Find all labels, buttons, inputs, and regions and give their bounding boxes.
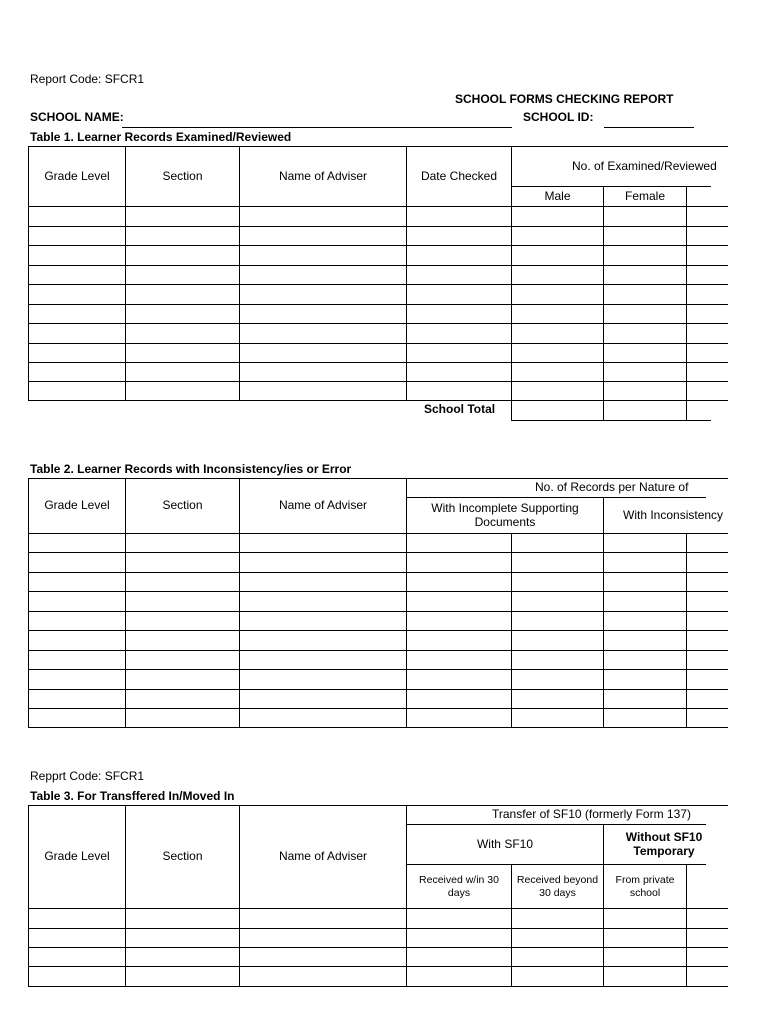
school-id-label: SCHOOL ID:	[523, 110, 594, 124]
t2-header-grade-level: Grade Level	[44, 498, 110, 513]
t1-header-male: Male	[544, 188, 571, 203]
t1-header-adviser: Name of Adviser	[278, 168, 368, 183]
t3-header-adviser: Name of Adviser	[278, 849, 368, 864]
t1-header-grade-level: Grade Level	[44, 168, 110, 183]
t2-header-incomplete: With Incomplete Supporting Documents	[431, 500, 579, 529]
t3-header-grade-level: Grade Level	[44, 849, 110, 864]
school-name-label: SCHOOL NAME:	[30, 110, 124, 124]
t3-header-transfer-group: Transfer of SF10 (formerly Form 137)	[492, 807, 691, 821]
table3-report-code: Repprt Code: SFCR1	[30, 769, 145, 783]
t1-header-date-checked: Date Checked	[420, 168, 498, 183]
table3-caption: Table 3. For Transffered In/Moved In	[30, 789, 235, 803]
school-id-field[interactable]	[604, 127, 694, 128]
school-name-field[interactable]	[122, 127, 512, 128]
report-code: Report Code: SFCR1	[30, 72, 145, 86]
t2-header-adviser: Name of Adviser	[278, 498, 368, 513]
table2-caption: Table 2. Learner Records with Inconsistency/ies or Error	[30, 462, 352, 476]
t3-header-section: Section	[162, 849, 203, 864]
t3-header-with-sf10: With SF10	[476, 836, 533, 851]
t2-header-inconsistency: With Inconsistency	[623, 508, 724, 522]
t2-header-section: Section	[162, 498, 203, 513]
t3-header-received-beyond: Received beyond 30 days	[516, 874, 599, 899]
t3-header-private-school: From private school	[615, 874, 675, 899]
t1-header-female: Female	[624, 188, 665, 203]
t1-header-examined-group: No. of Examined/Reviewed	[572, 159, 717, 173]
t1-header-section: Section	[162, 168, 203, 183]
t2-header-records-group: No. of Records per Nature of	[535, 480, 689, 494]
t1-school-total-label: School Total	[424, 402, 496, 416]
table1-caption: Table 1. Learner Records Examined/Reviewed	[30, 130, 292, 144]
t3-header-without-sf10: Without SF10 Temporary	[625, 829, 703, 858]
t3-header-received-within: Received w/in 30 days	[419, 874, 499, 899]
report-title: SCHOOL FORMS CHECKING REPORT	[455, 92, 674, 106]
